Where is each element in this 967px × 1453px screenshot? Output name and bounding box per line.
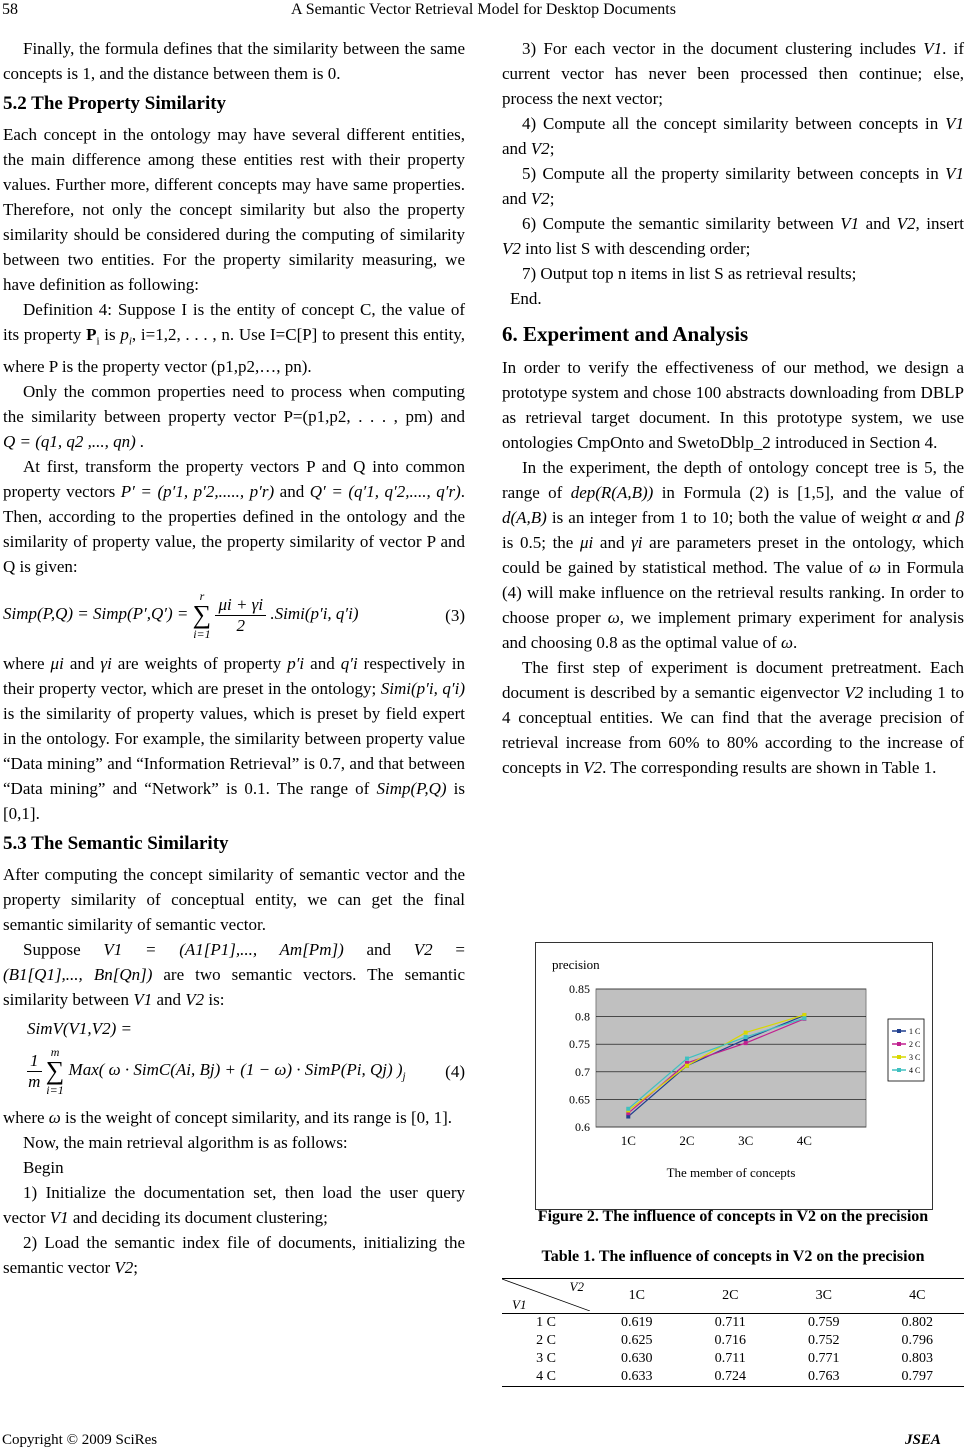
y-tick-label: 0.75 <box>569 1037 590 1052</box>
section-heading-6: 6. Experiment and Analysis <box>502 322 749 346</box>
table-caption: Table 1. The influence of concepts in V2 on the precision <box>541 1248 925 1265</box>
table-corner-cell <box>502 1279 590 1314</box>
table-cell: 0.752 <box>808 1333 840 1348</box>
definition-4: Definition 4: Suppose I is the entity of concept C, the value of its property $P_i$ is $p_i$, i=1,2, . . . , n. Use I=C[P] to present this entity, where P is the property vector (p1,p2,…, pn). <box>3 300 465 377</box>
algorithm-step-3: 3) For each vector in the document clustering includes V1. if current vector has never been processed then continue; else, process the next vector; <box>502 39 964 108</box>
inline-math: P′ = (p′1, p′2,....., p′r) <box>120 482 275 502</box>
table-cell: 0.802 <box>901 1315 933 1330</box>
paragraph: where ω is the weight of concept similarity, and its range is [0, 1]. <box>3 1108 453 1128</box>
table-row <box>502 1314 964 1333</box>
figure-2-chart <box>535 942 933 1210</box>
paragraph: Finally, the formula defines that the similarity between the same concepts is 1, and the distance between them is 0. <box>3 39 465 83</box>
left-column <box>3 36 465 1280</box>
algorithm-step-7: 7) Output top n items in list S as retrieval results; <box>522 264 857 283</box>
y-tick-label: 0.65 <box>569 1092 590 1107</box>
table-cell: 0.630 <box>621 1351 653 1366</box>
data-point <box>744 1031 748 1035</box>
table-header-cell: 3C <box>815 1288 832 1303</box>
y-tick-label: 0.7 <box>575 1064 590 1079</box>
paragraph: After computing the concept similarity of semantic vector and the property similarity of conceptual entity, we can get the final semantic similarity of semantic vector. <box>3 865 465 935</box>
row-label: 1 C <box>536 1315 556 1330</box>
section-heading-5-2: 5.2 The Property Similarity <box>3 93 227 114</box>
data-point <box>744 1035 748 1039</box>
table-cell: 0.797 <box>901 1369 933 1384</box>
row-label: 4 C <box>536 1369 556 1384</box>
right-column <box>502 36 964 780</box>
table-cell: 0.724 <box>714 1369 746 1384</box>
paragraph: where μi and γi are weights of property p′i and q′i respectively in their property vector, which are preset in the ontology; Simi(p′i, q′i) is the similarity of property values, which is preset by field expert in the ontology. For example, the similarity between property value “Data mining” and “Information Retrieval” is 0.7, and that between “Data mining” and “Network” is 0.1. The range of Simp(P,Q) is [0,1]. <box>3 654 466 824</box>
chart-legend <box>888 1019 924 1081</box>
table-cell: 0.625 <box>621 1333 653 1348</box>
legend-label: 4 C <box>909 1066 921 1075</box>
paragraph: Suppose V1 = (A1[P1],..., Am[Pm]) and V2 = (B1[Q1],..., Bn[Qn]) are two semantic vectors. The semantic similarity between V1 and V2 is: <box>3 940 466 1010</box>
table-cell: 0.796 <box>901 1333 933 1348</box>
row-label: 2 C <box>536 1333 556 1348</box>
x-tick-labels <box>621 1133 812 1148</box>
equation-3: Simp(P,Q) = Simp(P′,Q′) = r ∑ i=1 $\frac{\mu i + \gamma i}{2}$ .Simi(p′i, q′i) (3) <box>3 589 465 642</box>
x-tick-label: 1C <box>620 1133 636 1148</box>
journal-name: JSEA <box>905 1432 941 1448</box>
legend-marker <box>897 1068 901 1072</box>
table-header-cell: 1C <box>628 1288 645 1303</box>
table-row <box>502 1368 964 1387</box>
x-axis-label: The member of concepts <box>666 1165 796 1180</box>
table-cell: 0.619 <box>621 1315 653 1330</box>
y-tick-label: 0.6 <box>575 1120 590 1134</box>
data-point <box>802 1016 806 1020</box>
precision-line-chart <box>536 943 932 1209</box>
page-number: 58 <box>2 1 18 18</box>
table-header-cell: 2C <box>722 1288 739 1303</box>
chart-title: precision <box>552 957 600 972</box>
algorithm-step-2: 2) Load the semantic index file of documents, initializing the semantic vector V2; <box>3 1233 465 1278</box>
table-cell: 0.716 <box>714 1333 746 1348</box>
table-cell: 0.771 <box>808 1351 840 1366</box>
paragraph: Only the common properties need to process when computing the similarity between property vector P=(p1,p2, . . . , pm) and Q = (q1, q2 ,..., qn) . <box>3 382 465 452</box>
paragraph: In order to verify the effectiveness of our method, we design a prototype system and chose 100 abstracts downloading from DBLP as retrieval target document. In this prototype system, we use ontologies CmpOnto and SwetoDblp_2 introduced in Section 4. <box>502 358 964 452</box>
legend-marker <box>897 1029 901 1033</box>
section-heading-5-3: 5.3 The Semantic Similarity <box>3 833 229 855</box>
x-tick-label: 2C <box>679 1133 695 1148</box>
equation-4: SimV(V1,V2) = $\frac{1}{m}$ m ∑ i=1 Max( ω · SimC(Ai, Bj) + (1 − ω) · SimP(Pi, Qj) )$_j$ (4) <box>27 1019 465 1098</box>
table-row <box>502 1332 964 1350</box>
legend-label: 3 C <box>909 1053 921 1062</box>
paragraph: Now, the main retrieval algorithm is as follows: <box>23 1133 348 1153</box>
table-cell: 0.711 <box>714 1315 746 1330</box>
property-vector: (p1,p2,…, pn). <box>211 357 312 377</box>
legend-marker <box>897 1055 901 1059</box>
table-cell: 0.759 <box>808 1315 840 1330</box>
paragraph: Each concept in the ontology may have several different entities, the main difference among these entities rest with their property values. Further more, different concepts may have same properties. Therefore, not only the concept similarity but also the property similarity should be considered during the computing of similarity between two entities. For the property similarity measuring, we have definition as following: <box>3 125 465 294</box>
paragraph: In the experiment, the depth of ontology concept tree is 5, the range of dep(R(A,B)) in Formula (2) is [1,5], and the value of d(A,B) is an integer from 1 to 10; both the value of weight α and β is 0.5; the μi and γi are parameters preset in the ontology, which could be gained by statistical method. The value of ω in Formula (4) will make influence on the retrieval results ranking. In order to choose proper ω, we implement primary experiment for analysis and choosing 0.8 as the optimal value of ω. <box>502 458 965 652</box>
y-tick-labels <box>569 982 590 1134</box>
legend-marker <box>897 1042 901 1046</box>
table-1 <box>502 1278 964 1387</box>
data-point <box>685 1057 689 1061</box>
running-title: A Semantic Vector Retrieval Model for Desktop Documents <box>291 1 676 18</box>
corner-v1: V1 <box>512 1297 527 1312</box>
table-cell: 0.633 <box>621 1369 653 1384</box>
data-point <box>626 1107 630 1111</box>
corner-v2: V2 <box>569 1279 584 1294</box>
y-tick-label: 0.85 <box>569 982 590 996</box>
table-cell: 0.803 <box>901 1351 933 1366</box>
legend-label: 2 C <box>909 1040 921 1049</box>
table-cell: 0.763 <box>808 1369 840 1384</box>
paragraph: The first step of experiment is document pretreatment. Each document is described by a semantic eigenvector V2 including 1 to 4 conceptual entities. We can find that the average precision of retrieval increase from 60% to 80% according to the increase of concepts in V2. The corresponding results are shown in Table 1. <box>502 658 964 777</box>
figure-caption: Figure 2. The influence of concepts in V2 on the precision <box>537 1208 929 1225</box>
equation-number: (3) <box>445 605 465 625</box>
algorithm-step-1: 1) Initialize the documentation set, then load the user query vector V1 and deciding its document clustering; <box>3 1183 465 1228</box>
table-header-cell: 4C <box>909 1288 926 1303</box>
legend-label: 1 C <box>909 1027 921 1036</box>
inline-math: Q = (q1, q2 ,..., qn) . <box>3 432 145 452</box>
paragraph: Begin <box>23 1158 64 1178</box>
algorithm-end: End. <box>510 289 542 308</box>
algorithm-step-5: 5) Compute all the property similarity between concepts in V1 and V2; <box>502 164 964 208</box>
table-header-row <box>502 1279 964 1314</box>
algorithm-step-6: 6) Compute the semantic similarity between V1 and V2, insert V2 into list S with descending order; <box>502 214 964 258</box>
x-tick-label: 4C <box>796 1133 812 1148</box>
page-header <box>0 0 967 22</box>
algorithm-step-4: 4) Compute all the concept similarity between concepts in V1 and V2; <box>502 114 964 158</box>
x-tick-label: 3C <box>738 1133 754 1148</box>
table-cell: 0.711 <box>714 1351 746 1366</box>
row-label: 3 C <box>536 1351 556 1366</box>
y-tick-label: 0.8 <box>575 1009 590 1024</box>
data-point <box>744 1041 748 1045</box>
table-row <box>502 1350 964 1368</box>
inline-math: Q′ = (q′1, q′2,...., q′r) <box>309 482 461 502</box>
data-point <box>685 1064 689 1068</box>
equation-number: (4) <box>445 1061 465 1081</box>
copyright: Copyright © 2009 SciRes <box>2 1432 158 1448</box>
paragraph: At first, transform the property vectors P and Q into common property vectors P′ = (p′1, p′2,....., p′r) and Q′ = (q′1, q′2,...., q′r). Then, according to the properties defined in the ontology and the similarity of property value, the property similarity of vector P and Q is given: <box>3 457 466 577</box>
